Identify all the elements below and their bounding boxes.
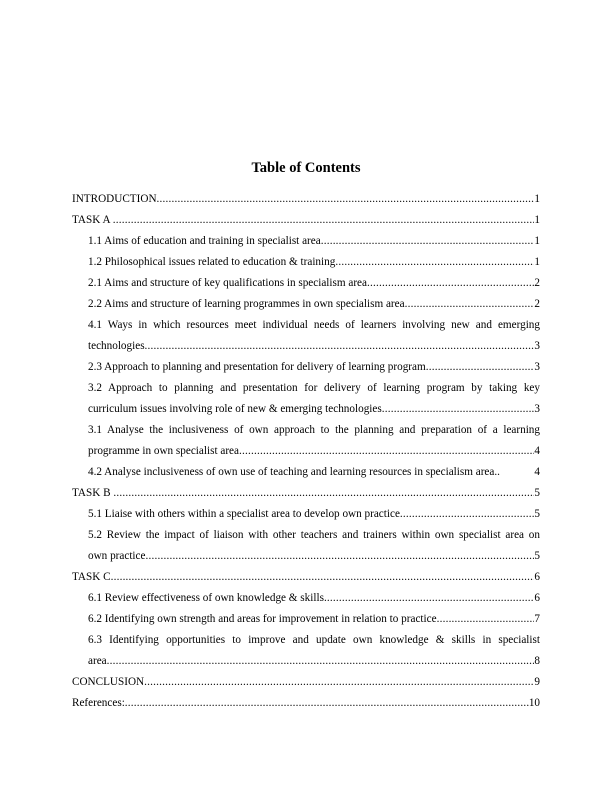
toc-entry-text: 6.2 Identifying own strength and areas for improvement in relation to practice <box>88 613 437 625</box>
table-of-contents <box>72 189 540 714</box>
toc-entry-text: 2.1 Aims and structure of key qualifications in specialism area <box>88 277 367 289</box>
toc-page-number: 8 <box>534 655 540 667</box>
leader-dots <box>324 588 534 609</box>
toc-entry[interactable] <box>72 483 540 504</box>
toc-entry-text-line1: 3.2 Approach to planning and presentation for delivery of learning program by taking key <box>88 382 540 394</box>
toc-page-number: 3 <box>534 403 540 415</box>
toc-entry[interactable] <box>72 315 540 357</box>
toc-entry-text: 5.1 Liaise with others within a specialist area to develop own practice <box>88 508 400 520</box>
toc-page-number: 5 <box>534 487 540 499</box>
leader-dots <box>111 567 535 588</box>
leader-dots <box>382 399 535 420</box>
toc-entry-text: technologies <box>88 340 145 352</box>
toc-entry-text: curriculum issues involving role of new & emerging technologies <box>88 403 382 415</box>
toc-entry-text: 4.2 Analyse inclusiveness of own use of teaching and learning resources in specialism area.. <box>88 466 503 478</box>
toc-page-number: 1 <box>534 256 540 268</box>
toc-entry[interactable] <box>72 294 540 315</box>
leader-dots <box>400 504 535 525</box>
leader-dots <box>113 483 534 504</box>
toc-page-number: 2 <box>534 298 540 310</box>
toc-page-number: 1 <box>534 235 540 247</box>
toc-page-number: 6 <box>534 592 540 604</box>
toc-page-number: 3 <box>534 361 540 373</box>
toc-entry-text: INTRODUCTION <box>72 193 157 205</box>
toc-entry[interactable] <box>72 693 540 714</box>
leader-dots <box>321 231 535 252</box>
toc-page-number: 4 <box>534 466 540 478</box>
toc-entry-text: 2.3 Approach to planning and presentation for delivery of learning program <box>88 361 426 373</box>
toc-entry-text: CONCLUSION <box>72 676 145 688</box>
toc-page-number: 3 <box>534 340 540 352</box>
toc-page-number: 4 <box>534 445 540 457</box>
toc-entry-text: TASK A <box>72 214 113 226</box>
leader-dots <box>437 609 535 630</box>
toc-entry[interactable] <box>72 420 540 462</box>
toc-page-number: 2 <box>534 277 540 289</box>
leader-dots <box>145 336 535 357</box>
toc-entry[interactable] <box>72 567 540 588</box>
leader-dots <box>335 252 534 273</box>
leader-dots <box>145 546 534 567</box>
toc-entry[interactable] <box>72 231 540 252</box>
leader-dots <box>107 651 535 672</box>
toc-entry[interactable] <box>72 588 540 609</box>
leader-dots <box>125 693 529 714</box>
toc-page-number: 10 <box>528 697 540 709</box>
toc-entry[interactable] <box>72 189 540 210</box>
toc-entry-text: TASK B <box>72 487 114 499</box>
toc-entry-text: References: <box>72 697 125 709</box>
toc-entry-text: area <box>88 655 107 667</box>
toc-entry[interactable] <box>72 252 540 273</box>
leader-dots <box>113 210 535 231</box>
toc-entry[interactable] <box>72 609 540 630</box>
toc-page-number: 1 <box>534 214 540 226</box>
toc-entry-text: programme in own specialist area <box>88 445 239 457</box>
toc-entry-text: 6.1 Review effectiveness of own knowledge & skills <box>88 592 324 604</box>
toc-page-number: 5 <box>534 550 540 562</box>
toc-entry[interactable] <box>72 462 540 483</box>
toc-entry[interactable] <box>72 630 540 672</box>
leader-dots <box>157 189 535 210</box>
toc-entry-text-line1: 4.1 Ways in which resources meet individual needs of learners involving new and emerging <box>88 319 540 331</box>
leader-dots <box>426 357 535 378</box>
toc-entry-text-line1: 3.1 Analyse the inclusiveness of own approach to the planning and preparation of a learning <box>88 424 540 436</box>
leader-dots <box>405 294 535 315</box>
toc-entry-text: 1.2 Philosophical issues related to education & training <box>88 256 336 268</box>
toc-entry-text-line1: 6.3 Identifying opportunities to improve and update own knowledge & skills in specialist <box>88 634 540 646</box>
toc-entry[interactable] <box>72 672 540 693</box>
leader-dots <box>367 273 534 294</box>
leader-dots <box>239 441 534 462</box>
toc-entry[interactable] <box>72 525 540 567</box>
toc-entry-text: TASK C <box>72 571 111 583</box>
toc-page-number: 9 <box>534 676 540 688</box>
toc-page-number: 7 <box>534 613 540 625</box>
toc-entry[interactable] <box>72 273 540 294</box>
toc-entry[interactable] <box>72 504 540 525</box>
toc-entry[interactable] <box>72 357 540 378</box>
toc-entry[interactable] <box>72 378 540 420</box>
toc-entry[interactable] <box>72 210 540 231</box>
toc-page-number: 5 <box>534 508 540 520</box>
toc-title: Table of Contents <box>251 160 361 176</box>
toc-page-number: 1 <box>534 193 540 205</box>
toc-entry-text: 1.1 Aims of education and training in specialist area <box>88 235 321 247</box>
toc-entry-text: 2.2 Aims and structure of learning programmes in own specialism area <box>88 298 405 310</box>
toc-page-number: 6 <box>534 571 540 583</box>
toc-entry-text: own practice <box>88 550 146 562</box>
toc-entry-text-line1: 5.2 Review the impact of liaison with other teachers and trainers within own specialist area on <box>88 529 540 541</box>
leader-dots <box>144 672 534 693</box>
